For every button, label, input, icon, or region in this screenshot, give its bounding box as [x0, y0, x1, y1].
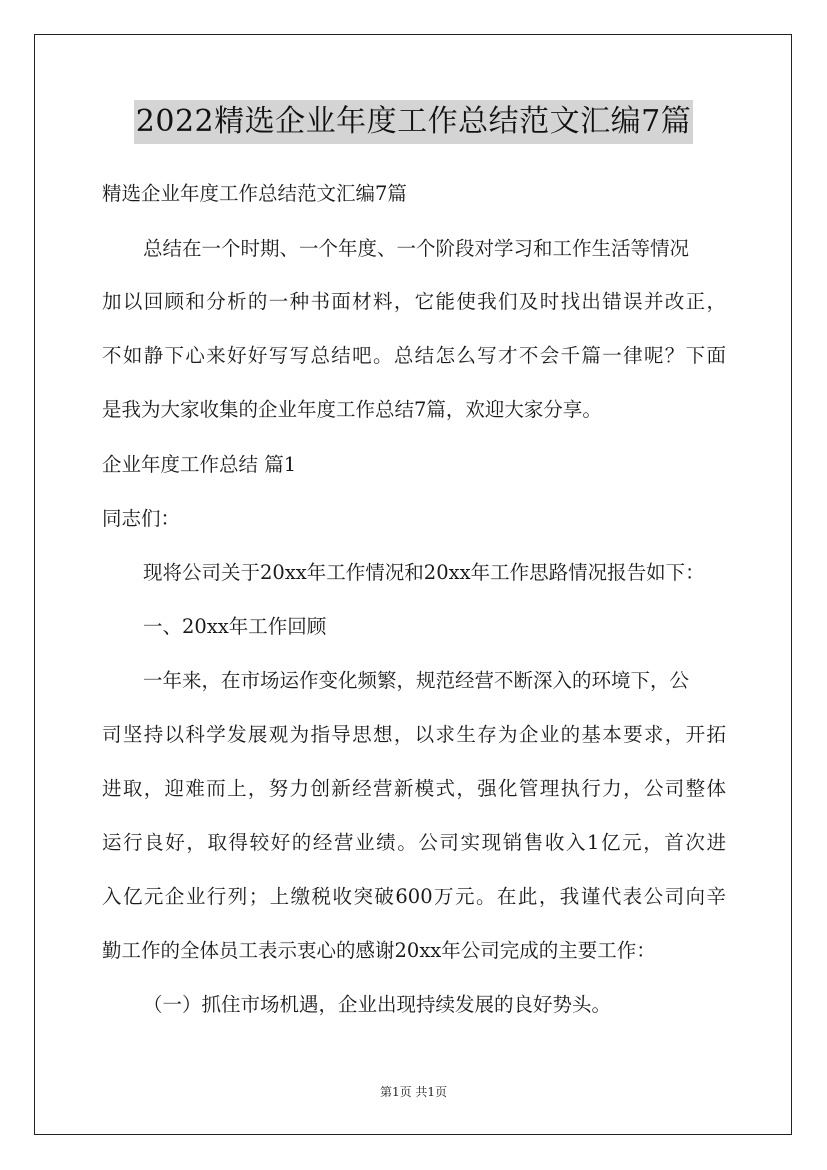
section-heading: 企业年度工作总结 篇1 — [102, 453, 297, 476]
intro-line-4: 是我为大家收集的企业年度工作总结7篇，欢迎大家分享。 — [102, 398, 602, 421]
body-line-5: 入亿元企业行列；上缴税收突破600万元。在此，我谨代表公司向辛 — [102, 885, 726, 908]
sub-heading: （一）抓住市场机遇，企业出现持续发展的良好势头。 — [143, 993, 612, 1016]
document-title: 2022精选企业年度工作总结范文汇编7篇 — [134, 100, 693, 144]
intro-line-1: 总结在一个时期、一个年度、一个阶段对学习和工作生活等情况 — [143, 237, 690, 260]
body-line-4: 运行良好，取得较好的经营业绩。公司实现销售收入1亿元，首次进 — [102, 831, 726, 854]
body-line-1: 一年来，在市场运作变化频繁，规范经营不断深入的环境下，公 — [143, 669, 690, 692]
document-subtitle: 精选企业年度工作总结范文汇编7篇 — [102, 182, 407, 205]
title-container — [0, 100, 827, 144]
page-footer: 第1页 共1页 — [379, 1085, 448, 1099]
part-one-heading: 一、20xx年工作回顾 — [143, 615, 327, 638]
report-intro: 现将公司关于20xx年工作情况和20xx年工作思路情况报告如下： — [143, 561, 705, 584]
intro-line-3: 不如静下心来好好写写总结吧。总结怎么写才不会千篇一律呢？下面 — [102, 344, 726, 367]
greeting: 同志们： — [102, 507, 181, 530]
body-line-3: 进取，迎难而上，努力创新经营新模式，强化管理执行力，公司整体 — [102, 777, 726, 800]
body-line-2: 司坚持以科学发展观为指导思想，以求生存为企业的基本要求，开拓 — [102, 723, 726, 746]
body-line-6: 勤工作的全体员工表示衷心的感谢20xx年公司完成的主要工作： — [102, 939, 656, 962]
intro-line-2: 加以回顾和分析的一种书面材料，它能使我们及时找出错误并改正， — [102, 290, 726, 313]
